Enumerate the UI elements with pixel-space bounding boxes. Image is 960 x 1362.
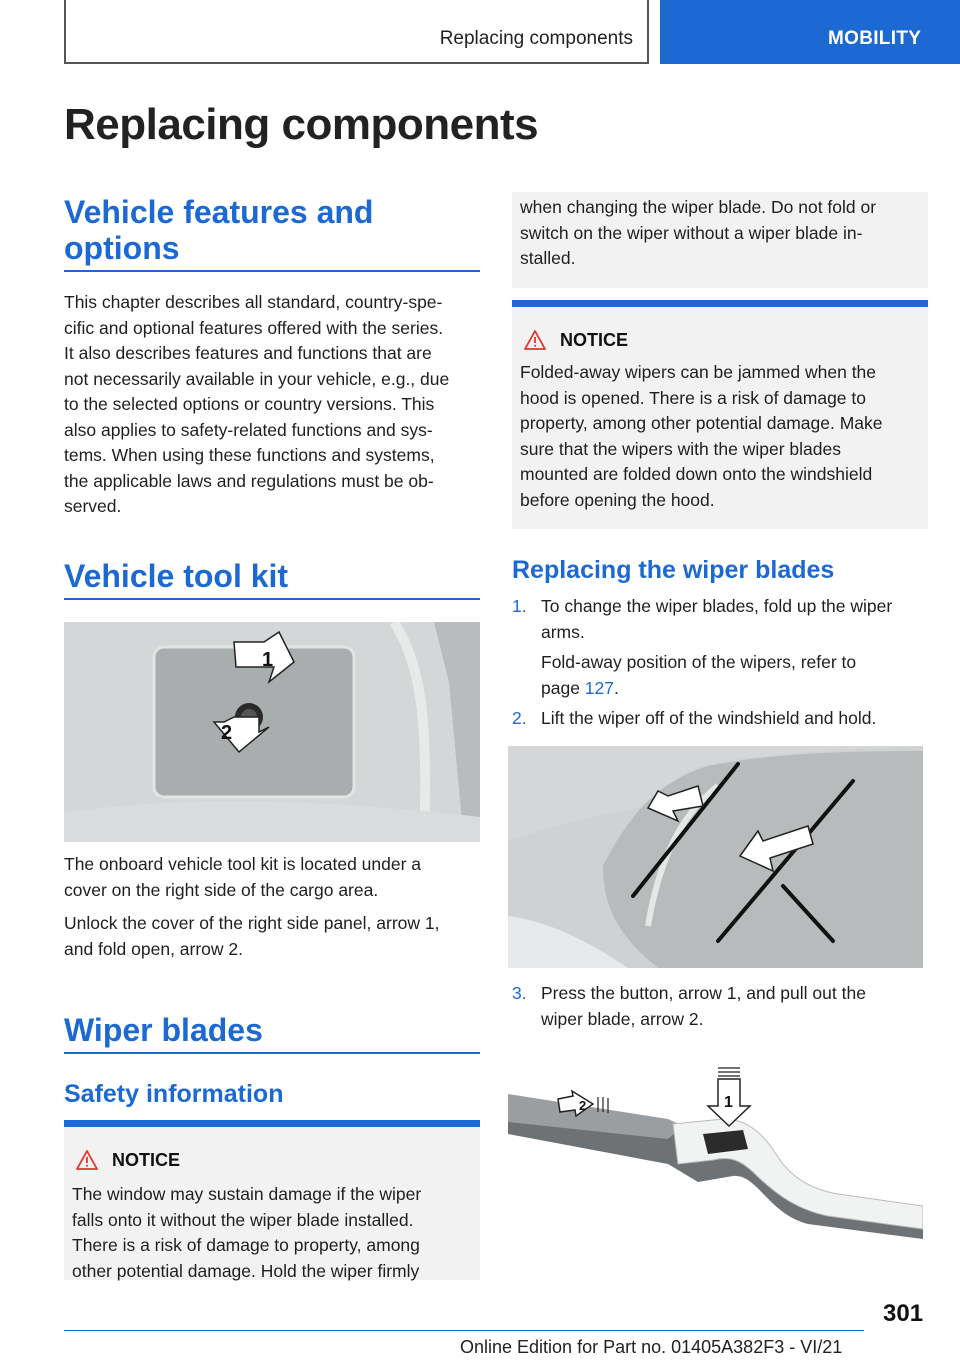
- figure-label-1: 1: [262, 649, 274, 671]
- step-text: Lift the wiper off of the windshield and hold.: [541, 708, 877, 728]
- figure-label-1: 1: [724, 1094, 733, 1111]
- features-body: This chapter describes all standard, country-spe- cific and optional features offered with the series. It also describes features and functions that are not necessarily available in your vehicle, e.g., due to the selected options or country versions. This also applies to safety-related functions and sys- tems. When using these functions and systems, the applicable laws and regulations must be ob- served.: [64, 292, 450, 516]
- step-text: To change the wiper blades, fold up the wiper arms.: [541, 596, 893, 642]
- notice-label: NOTICE: [112, 1150, 181, 1170]
- chapter-tab: [660, 0, 960, 64]
- step-subtext: Fold-away position of the wipers, refer to page 127.: [541, 652, 857, 698]
- heading-rule: [64, 1052, 480, 1054]
- wiper-figure: [508, 746, 923, 968]
- safety-heading: Safety information: [64, 1080, 284, 1108]
- step-text: Press the button, arrow 1, and pull out the wiper blade, arrow 2.: [541, 983, 866, 1029]
- step-number: 3.: [512, 983, 527, 1003]
- toolkit-text-2: Unlock the cover of the right side panel, arrow 1, and fold open, arrow 2.: [64, 913, 440, 959]
- notice-box: [64, 1120, 480, 1280]
- page-link[interactable]: 127: [584, 677, 614, 698]
- page-number: 301: [883, 1300, 924, 1327]
- step-number: 1.: [512, 596, 527, 616]
- notice-label: NOTICE: [560, 330, 629, 350]
- notice-box-continued: [512, 192, 928, 288]
- wiper-blade-figure: [508, 1064, 923, 1267]
- heading-rule: [64, 598, 480, 600]
- notice-text: The window may sustain damage if the wiper falls onto it without the wiper blade installed. There is a risk of damage to property, among other potential damage. Hold the wiper firmly: [72, 1184, 422, 1281]
- heading-rule: [64, 270, 480, 272]
- figure-label-2: 2: [579, 1098, 587, 1113]
- figure-label-2: 2: [221, 722, 233, 744]
- wiper-heading: Wiper blades: [64, 1012, 263, 1048]
- notice-box: [512, 300, 928, 529]
- toolkit-heading: Vehicle tool kit: [64, 558, 289, 594]
- notice-text: when changing the wiper blade. Do not fold or switch on the wiper without a wiper blade in- stalled.: [520, 197, 877, 268]
- chapter-tab-label: MOBILITY: [828, 28, 922, 49]
- warning-icon: [524, 330, 546, 350]
- features-heading: Vehicle features and options: [64, 194, 374, 266]
- running-header: [64, 0, 649, 64]
- notice-text: Folded-away wipers can be jammed when the hood is opened. There is a risk of damage to property, among other potential damage. Make sure that the wipers with the wiper blades mounted are folded down onto the windshield before opening the hood.: [520, 362, 883, 510]
- toolkit-text-1: The onboard vehicle tool kit is located under a cover on the right side of the cargo area.: [64, 854, 422, 900]
- running-header-title: Replacing components: [439, 28, 633, 49]
- footer-rule: [64, 1330, 864, 1331]
- warning-icon: [76, 1150, 98, 1170]
- footer-text: Online Edition for Part no. 01405A382F3 - VI/21: [460, 1337, 843, 1357]
- replace-heading: Replacing the wiper blades: [512, 556, 835, 584]
- page-title: Replacing components: [64, 100, 539, 149]
- tool-kit-figure: [64, 622, 480, 842]
- step-number: 2.: [512, 708, 527, 728]
